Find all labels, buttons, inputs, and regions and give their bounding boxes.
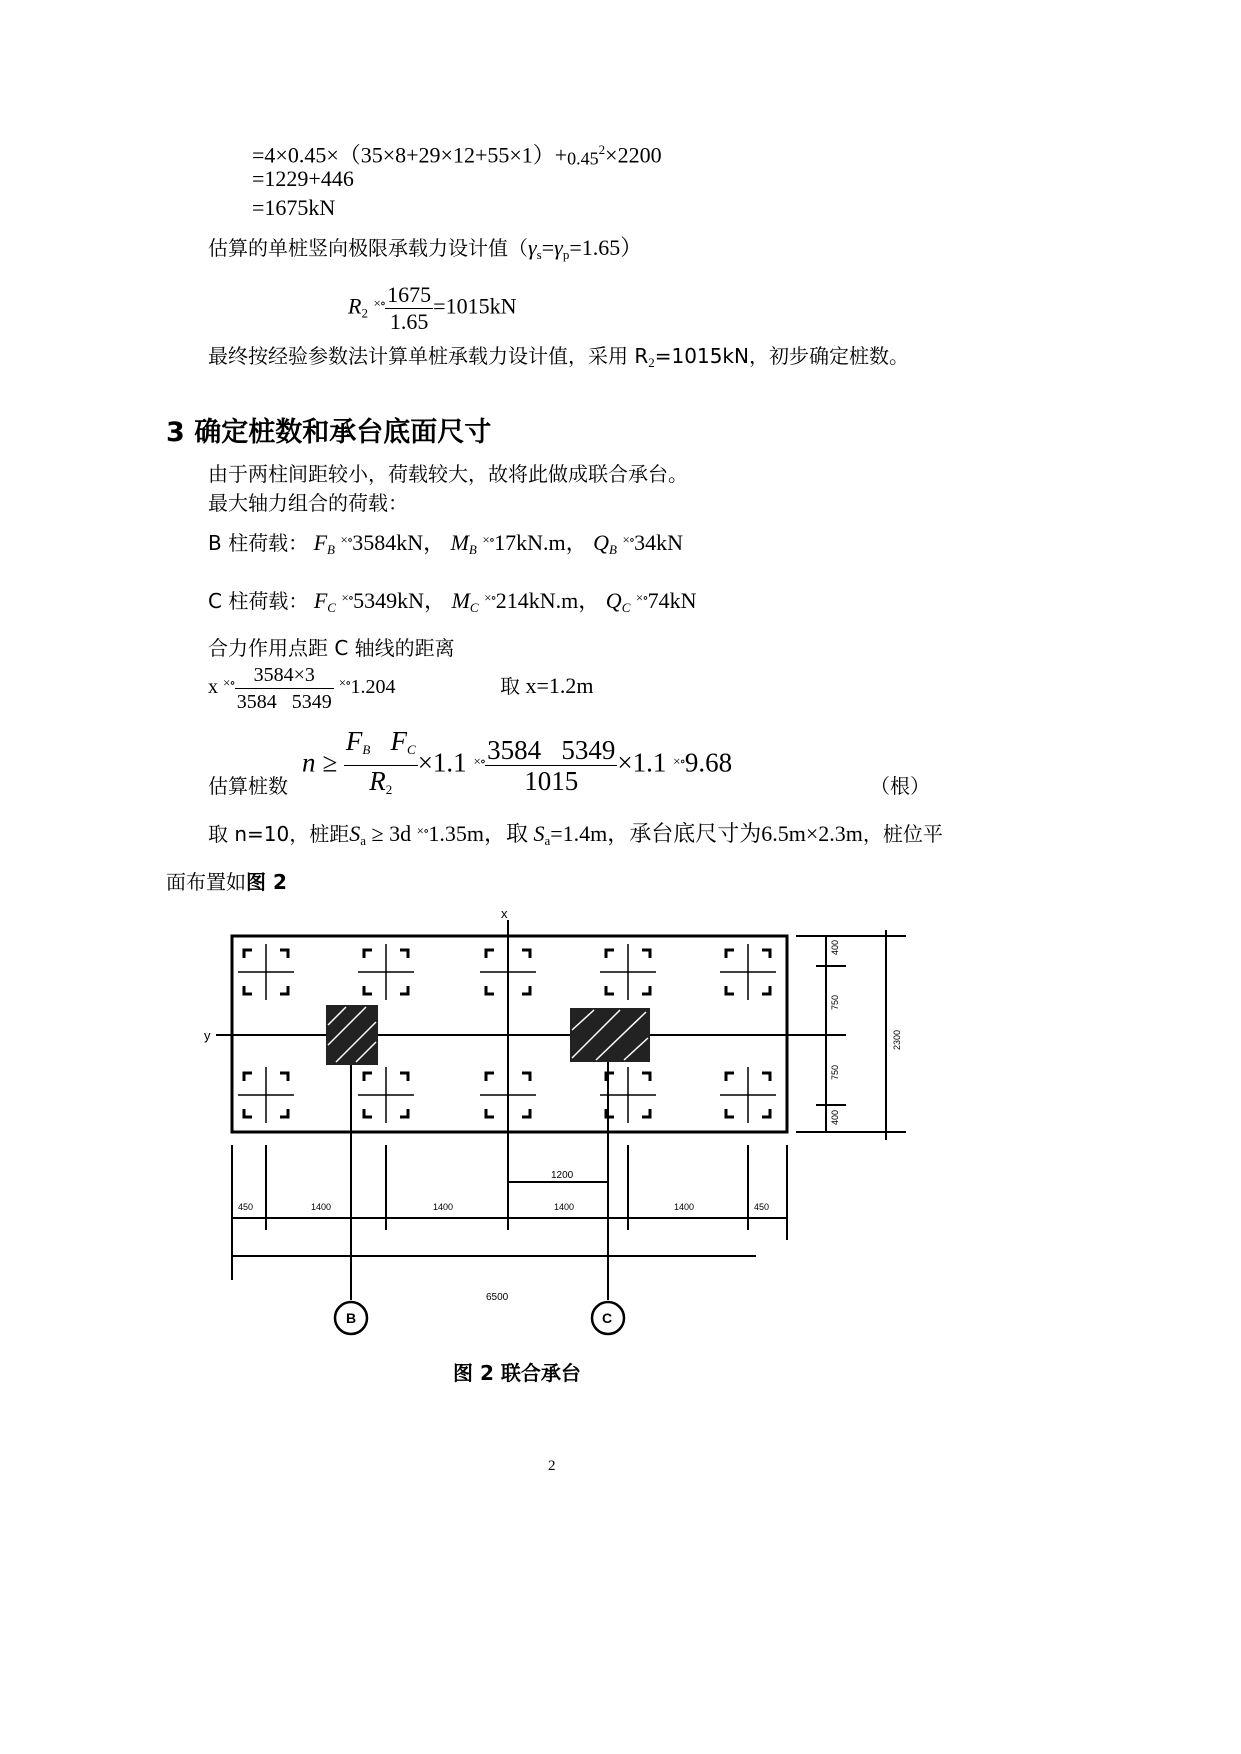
spacing-line-2: 面布置如图 2 — [166, 870, 287, 894]
calc-line-1: $=4\times 0.45\times(35\times 8+29\times 12+55\times 1)+0.45^2\times 2200$ — [252, 142, 662, 169]
dim-top: 1200 — [551, 1170, 574, 1181]
axis-b-label: B — [346, 1310, 357, 1326]
x-take: 取 x=1.2m — [500, 673, 594, 698]
dim-bottom-6: 450 — [754, 1202, 770, 1212]
spacing-line: 取 n=10，桩距$S_a \ge 3d$ ×∘1.35m，取 $S_a=1.4m$，承台底尺寸为6.5m×2.3m，桩位平 — [208, 821, 943, 848]
column-c — [570, 1008, 650, 1062]
pile-cap-figure — [196, 900, 916, 1360]
final-line: 最终按经验参数法计算单桩承载力设计值，采用 $R_2=1015kN$，初步确定桩数。 — [208, 344, 909, 370]
column-b — [326, 1005, 378, 1065]
axis-x-label: x — [501, 906, 508, 921]
pile-estimate-formula: n ≥ $\frac{F_B F_C}{R_2}$ ×1.1 ×∘ $\frac{3584 5349}{1015}$ ×1.1 ×∘9.68 — [302, 726, 733, 797]
pile-5 — [720, 944, 776, 1000]
pile-estimate-label: 估算桩数 — [208, 774, 288, 798]
axis-y-label: y — [204, 1028, 211, 1043]
resultant-text: 合力作用点距 C 轴线的距离 — [208, 636, 455, 660]
dim-right-2: 750 — [830, 994, 840, 1010]
dim-right-total: 2300 — [892, 1029, 902, 1050]
dim-bottom-5: 1400 — [674, 1202, 695, 1212]
estimate-line: 估算的单桩竖向极限承载力设计值$(\gamma_s=\gamma_p=1.65)$ — [208, 235, 643, 262]
pile-estimate-unit: （根） — [870, 774, 930, 798]
pile-6 — [238, 1067, 294, 1123]
page-number: 2 — [548, 1458, 556, 1474]
pile-2 — [358, 944, 414, 1000]
figure-caption: 图 2 联合承台 — [453, 1361, 581, 1385]
pile-8 — [480, 1067, 536, 1123]
pile-1 — [238, 944, 294, 1000]
pile-10 — [720, 1067, 776, 1123]
pile-3 — [480, 944, 536, 1000]
pile-7 — [358, 1067, 414, 1123]
dim-bottom-4: 1400 — [554, 1202, 575, 1212]
x-formula: x ×∘ $\frac{3584\times 3}{3584 5349}$ ×∘1.204 — [208, 664, 396, 713]
paragraph-2: 最大轴力组合的荷载： — [208, 491, 408, 515]
axis-c-label: C — [602, 1310, 613, 1326]
dim-bottom-2: 1400 — [311, 1202, 332, 1212]
dim-bottom-1: 450 — [238, 1202, 254, 1212]
calc-line-2: =1229+446 — [252, 166, 354, 191]
pile-4 — [600, 944, 656, 1000]
dim-total: 6500 — [486, 1292, 509, 1303]
section-heading: 3 确定桩数和承台底面尺寸 — [166, 417, 492, 448]
dim-right-1: 400 — [830, 939, 840, 955]
load-b: B 柱荷载： $F_B$ ×∘3584kN， $M_B$ ×∘17kN.m， $Q_B$ ×∘34kN — [208, 530, 684, 557]
dim-right-3: 750 — [830, 1064, 840, 1080]
load-c: C 柱荷载： $F_C$ ×∘5349kN， $M_C$ ×∘214kN.m， $Q_C$ ×∘74kN — [208, 588, 697, 615]
dim-bottom-3: 1400 — [433, 1202, 454, 1212]
r2-formula: $R_2$ ×∘ $\frac{1675}{1.65}$ =1015kN — [348, 282, 517, 334]
calc-line-3: =1675kN — [252, 195, 336, 220]
dim-right-4: 400 — [830, 1109, 840, 1125]
paragraph-1: 由于两柱间距较小，荷载较大，故将此做成联合承台。 — [208, 462, 688, 486]
